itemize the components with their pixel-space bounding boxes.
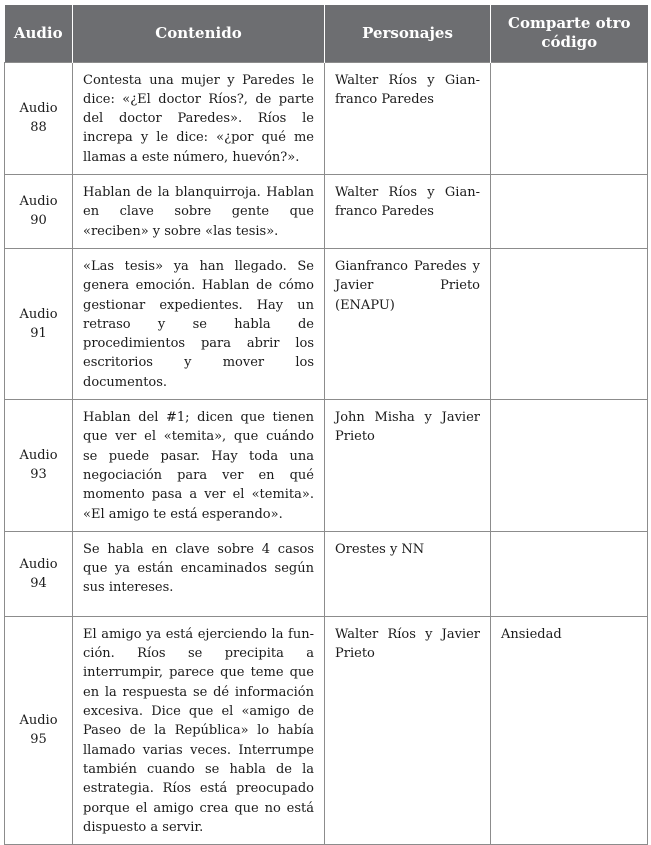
personajes-cell: Walter Ríos y Gianfranco Paredes xyxy=(325,62,491,174)
audio-cell xyxy=(5,616,73,844)
audio-label: Audio xyxy=(19,100,58,116)
comparte-cell xyxy=(491,62,648,174)
contenido-cell: Se habla en clave sobre 4 casos que ya están encaminados según sus intereses. xyxy=(73,531,325,616)
comparte-cell xyxy=(491,400,648,532)
table-row xyxy=(5,616,648,844)
header-personajes: Personajes xyxy=(325,5,491,62)
comparte-cell xyxy=(491,248,648,399)
personajes-cell: Orestes y NN xyxy=(325,531,491,616)
audio-number: 94 xyxy=(30,575,47,591)
audio-cell xyxy=(5,531,73,616)
comparte-cell: Ansiedad xyxy=(491,616,648,844)
header-audio: Audio xyxy=(5,5,73,62)
audio-cell xyxy=(5,174,73,248)
audio-cell xyxy=(5,400,73,532)
audio-number: 88 xyxy=(30,120,47,136)
personajes-cell: John Misha y Javier Prieto xyxy=(325,400,491,532)
table-body xyxy=(5,62,648,845)
audio-cell xyxy=(5,248,73,399)
table-row xyxy=(5,400,648,532)
header-contenido: Contenido xyxy=(73,5,325,62)
contenido-cell: Hablan del #1; dicen que tienen que ver el «temita», que cuándo se puede pasar. Hay toda una negociación para ver en qué momento pasa a ver el «temita». «El amigo te está esperando». xyxy=(73,400,325,532)
audio-number: 93 xyxy=(30,467,47,483)
contenido-cell: El amigo ya está ejerciendo la función. Ríos se precipita a interrumpir, parece que teme que en la respuesta se dé información excesiva. Dice que el «amigo de Paseo de la República» lo había llamado varias veces. Interrumpe también cuando se habla de la estrategia. Ríos está preocupado porque el amigo crea que no está dispuesto a servir. xyxy=(73,616,325,844)
table-row xyxy=(5,174,648,248)
table-header xyxy=(5,5,648,62)
contenido-cell: «Las tesis» ya han llegado. Se genera emoción. Hablan de cómo gestionar expedientes. Hay un retraso y se habla de procedimientos para abrir los escritorios y mover los documentos. xyxy=(73,248,325,399)
audio-label: Audio xyxy=(19,306,58,322)
audio-number: 95 xyxy=(30,732,47,748)
table-row xyxy=(5,62,648,174)
personajes-cell: Walter Ríos y Gianfranco Paredes xyxy=(325,174,491,248)
audio-number: 91 xyxy=(30,326,47,342)
audio-cell xyxy=(5,62,73,174)
header-comparte: Comparte otro código xyxy=(491,5,648,62)
header-row xyxy=(5,5,648,62)
comparte-cell xyxy=(491,174,648,248)
audio-label: Audio xyxy=(19,194,58,210)
contenido-cell: Contesta una mujer y Paredes le dice: «¿El doctor Ríos?, de parte del doctor Paredes». Ríos le increpa y le dice: «¿por qué me llamas a este número, huevón?». xyxy=(73,62,325,174)
comparte-cell xyxy=(491,531,648,616)
contenido-cell: Hablan de la blanquirroja. Hablan en clave sobre gente que «reciben» y sobre «las tesis». xyxy=(73,174,325,248)
audio-label: Audio xyxy=(19,448,58,464)
audio-label: Audio xyxy=(19,556,58,572)
audio-table xyxy=(4,5,648,845)
table-row xyxy=(5,248,648,399)
audio-number: 90 xyxy=(30,213,47,229)
table-row xyxy=(5,531,648,616)
personajes-cell: Walter Ríos y Javier Prieto xyxy=(325,616,491,844)
personajes-cell: Gianfranco Paredes y Javier Prieto (ENAPU) xyxy=(325,248,491,399)
audio-label: Audio xyxy=(19,713,58,729)
